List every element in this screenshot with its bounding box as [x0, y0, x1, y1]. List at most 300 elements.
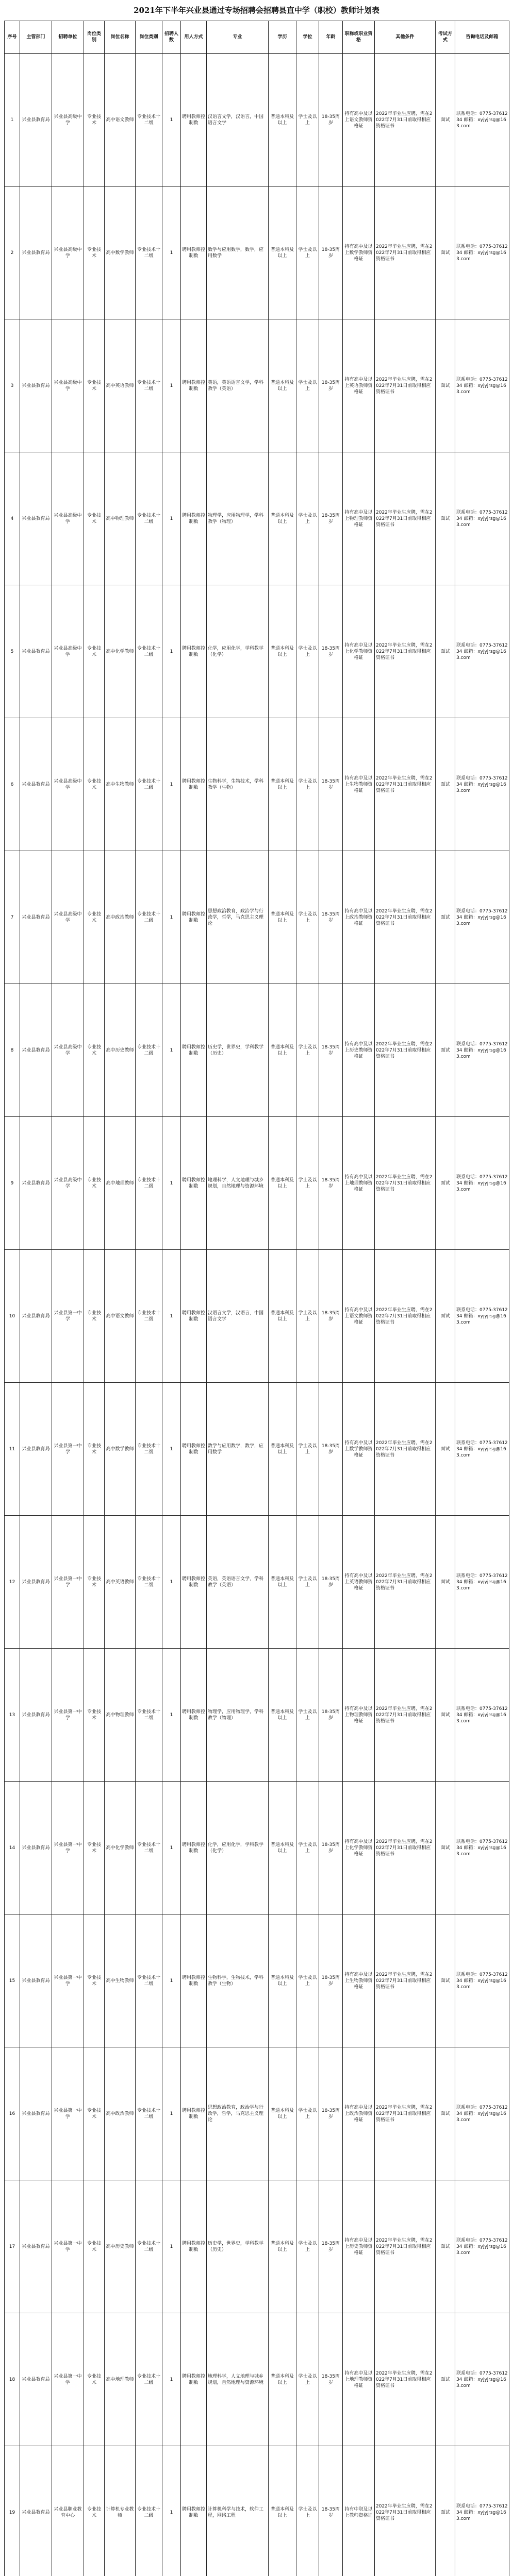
cell-exam: 面试: [436, 2180, 455, 2313]
cell-num: 1: [162, 1383, 181, 1516]
cell-num: 1: [162, 2180, 181, 2313]
cell-ptype: 专业技术十二级: [136, 2313, 162, 2446]
cell-no: 1: [5, 54, 20, 187]
cell-major: 汉语言文学，汉语言，中国语言文学: [207, 54, 269, 187]
cell-num: 1: [162, 187, 181, 319]
table-header-row: [5, 21, 509, 54]
cell-cat: 专业技术: [84, 319, 105, 452]
cell-num: 1: [162, 1250, 181, 1383]
cell-mode: 聘用教师控制数: [181, 1516, 207, 1649]
cell-edu: 普通本科及以上: [269, 319, 296, 452]
cell-deg: 学士及以上: [296, 1117, 319, 1250]
cell-deg: 学士及以上: [296, 2313, 319, 2446]
cell-unit: 兴业县第一中学: [52, 1250, 84, 1383]
cell-post: 高中政治教师: [105, 851, 136, 984]
recruitment-plan-table: [4, 21, 509, 2576]
cell-dept: 兴业县教育局: [20, 1649, 52, 1782]
cell-age: 18-35周岁: [319, 1516, 343, 1649]
cell-dept: 兴业县教育局: [20, 54, 52, 187]
cell-age: 18-35周岁: [319, 1117, 343, 1250]
cell-contact: 联系电话：0775-3761234 邮箱：xyjyjrsg@163.com: [455, 984, 509, 1117]
table-row: [5, 1250, 509, 1383]
cell-mode: 聘用教师控制数: [181, 2180, 207, 2313]
cell-major: 历史学，世界史，学科教学（历史）: [207, 2180, 269, 2313]
cell-unit: 兴业县高级中学: [52, 984, 84, 1117]
cell-age: 18-35周岁: [319, 2047, 343, 2180]
cell-other: 2022年毕业生应聘，需在2022年7月31日前取得相应资格证书: [375, 1383, 436, 1516]
cell-major: 历史学，世界史，学科教学（历史）: [207, 984, 269, 1117]
cell-cat: 专业技术: [84, 1782, 105, 1914]
cell-major: 英语，英语语言文学，学科教学（英语）: [207, 1516, 269, 1649]
cell-edu: 普通本科及以上: [269, 1250, 296, 1383]
cell-unit: 兴业县高级中学: [52, 319, 84, 452]
cell-exam: 面试: [436, 1782, 455, 1914]
cell-no: 11: [5, 1383, 20, 1516]
cell-dept: 兴业县教育局: [20, 1782, 52, 1914]
cell-cert: 持有高中及以上英语教师资格证: [343, 319, 375, 452]
cell-deg: 学士及以上: [296, 2180, 319, 2313]
cell-major: 物理学，应用物理学，学科教学（物理）: [207, 452, 269, 585]
cell-contact: 联系电话：0775-3761234 邮箱：xyjyjrsg@163.com: [455, 1649, 509, 1782]
table-row: [5, 187, 509, 319]
cell-age: 18-35周岁: [319, 452, 343, 585]
cell-no: 12: [5, 1516, 20, 1649]
cell-no: 18: [5, 2313, 20, 2446]
cell-exam: 面试: [436, 2446, 455, 2576]
cell-mode: 聘用教师控制数: [181, 851, 207, 984]
cell-post: 高中历史教师: [105, 984, 136, 1117]
cell-cert: 持有高中及以上化学教师资格证: [343, 1782, 375, 1914]
cell-cat: 专业技术: [84, 54, 105, 187]
cell-deg: 学士及以上: [296, 1383, 319, 1516]
table-row: [5, 1914, 509, 2047]
cell-edu: 普通本科及以上: [269, 1782, 296, 1914]
cell-num: 1: [162, 1782, 181, 1914]
cell-exam: 面试: [436, 319, 455, 452]
cell-cat: 专业技术: [84, 718, 105, 851]
cell-edu: 普通本科及以上: [269, 1649, 296, 1782]
cell-cert: 持有高中及以上数学教师资格证: [343, 187, 375, 319]
cell-edu: 普通本科及以上: [269, 851, 296, 984]
cell-major: 数学与应用数学，数学，应用数学: [207, 187, 269, 319]
cell-age: 18-35周岁: [319, 187, 343, 319]
cell-ptype: 专业技术十二级: [136, 1250, 162, 1383]
cell-mode: 聘用教师控制数: [181, 2313, 207, 2446]
cell-no: 9: [5, 1117, 20, 1250]
cell-post: 高中语文教师: [105, 1250, 136, 1383]
cell-unit: 兴业县职业教育中心: [52, 2446, 84, 2576]
cell-post: 高中物理教师: [105, 452, 136, 585]
cell-contact: 联系电话：0775-3761234 邮箱：xyjyjrsg@163.com: [455, 2446, 509, 2576]
cell-cat: 专业技术: [84, 2446, 105, 2576]
cell-ptype: 专业技术十二级: [136, 1649, 162, 1782]
cell-edu: 普通本科及以上: [269, 187, 296, 319]
cell-no: 17: [5, 2180, 20, 2313]
cell-major: 生物科学，生物技术，学科教学（生物）: [207, 1914, 269, 2047]
cell-cert: 持有高中及以上语文教师资格证: [343, 1250, 375, 1383]
cell-cat: 专业技术: [84, 1117, 105, 1250]
cell-dept: 兴业县教育局: [20, 452, 52, 585]
cell-dept: 兴业县教育局: [20, 2180, 52, 2313]
cell-cat: 专业技术: [84, 452, 105, 585]
cell-num: 1: [162, 1649, 181, 1782]
header-cell: 招聘单位: [52, 21, 84, 54]
cell-no: 6: [5, 718, 20, 851]
cell-mode: 聘用教师控制数: [181, 187, 207, 319]
cell-ptype: 专业技术十二级: [136, 1782, 162, 1914]
cell-mode: 聘用教师控制数: [181, 2446, 207, 2576]
cell-cat: 专业技术: [84, 1383, 105, 1516]
cell-major: 地理科学，人文地理与城乡规划，自然地理与资源环境: [207, 1117, 269, 1250]
cell-dept: 兴业县教育局: [20, 1516, 52, 1649]
cell-exam: 面试: [436, 1383, 455, 1516]
header-cell: 学历: [269, 21, 296, 54]
cell-contact: 联系电话：0775-3761234 邮箱：xyjyjrsg@163.com: [455, 851, 509, 984]
table-row: [5, 585, 509, 718]
cell-deg: 学士及以上: [296, 1250, 319, 1383]
cell-dept: 兴业县教育局: [20, 187, 52, 319]
cell-cert: 持有高中及以上化学教师资格证: [343, 585, 375, 718]
cell-no: 16: [5, 2047, 20, 2180]
table-row: [5, 319, 509, 452]
cell-cat: 专业技术: [84, 2313, 105, 2446]
header-cell: 职称或职业资格: [343, 21, 375, 54]
cell-cert: 持有高中及以上生物教师资格证: [343, 1914, 375, 2047]
cell-ptype: 专业技术十二级: [136, 851, 162, 984]
cell-deg: 学士及以上: [296, 2446, 319, 2576]
cell-deg: 学士及以上: [296, 1782, 319, 1914]
cell-major: 生物科学，生物技术，学科教学（生物）: [207, 718, 269, 851]
cell-edu: 普通本科及以上: [269, 452, 296, 585]
cell-edu: 普通本科及以上: [269, 718, 296, 851]
cell-unit: 兴业县第一中学: [52, 1782, 84, 1914]
cell-deg: 学士及以上: [296, 718, 319, 851]
cell-dept: 兴业县教育局: [20, 1117, 52, 1250]
table-row: [5, 2180, 509, 2313]
cell-edu: 普通本科及以上: [269, 1117, 296, 1250]
cell-other: 2022年毕业生应聘，需在2022年7月31日前取得相应资格证书: [375, 2313, 436, 2446]
cell-contact: 联系电话：0775-3761234 邮箱：xyjyjrsg@163.com: [455, 1914, 509, 2047]
cell-dept: 兴业县教育局: [20, 1250, 52, 1383]
cell-mode: 聘用教师控制数: [181, 319, 207, 452]
cell-mode: 聘用教师控制数: [181, 1383, 207, 1516]
cell-post: 高中地理教师: [105, 2313, 136, 2446]
cell-ptype: 专业技术十二级: [136, 1914, 162, 2047]
cell-ptype: 专业技术十二级: [136, 54, 162, 187]
cell-post: 高中物理教师: [105, 1649, 136, 1782]
cell-major: 英语，英语语言文学，学科教学（英语）: [207, 319, 269, 452]
cell-exam: 面试: [436, 452, 455, 585]
cell-num: 1: [162, 319, 181, 452]
cell-age: 18-35周岁: [319, 718, 343, 851]
cell-cert: 持有高中及以上地理教师资格证: [343, 1117, 375, 1250]
table-row: [5, 1117, 509, 1250]
cell-cert: 持有高中及以上语文教师资格证: [343, 54, 375, 187]
cell-dept: 兴业县教育局: [20, 851, 52, 984]
table-row: [5, 452, 509, 585]
cell-deg: 学士及以上: [296, 585, 319, 718]
cell-num: 1: [162, 585, 181, 718]
cell-cat: 专业技术: [84, 187, 105, 319]
cell-cert: 持有高中及以上地理教师资格证: [343, 2313, 375, 2446]
cell-other: 2022年毕业生应聘，需在2022年7月31日前取得相应资格证书: [375, 187, 436, 319]
cell-unit: 兴业县高级中学: [52, 54, 84, 187]
cell-ptype: 专业技术十二级: [136, 585, 162, 718]
cell-deg: 学士及以上: [296, 851, 319, 984]
cell-edu: 普通本科及以上: [269, 54, 296, 187]
cell-post: 高中英语教师: [105, 319, 136, 452]
cell-no: 4: [5, 452, 20, 585]
cell-cert: 持有高中及以上物理教师资格证: [343, 1649, 375, 1782]
cell-post: 高中数学教师: [105, 187, 136, 319]
cell-no: 10: [5, 1250, 20, 1383]
cell-unit: 兴业县第一中学: [52, 2180, 84, 2313]
cell-post: 高中英语教师: [105, 1516, 136, 1649]
cell-deg: 学士及以上: [296, 1649, 319, 1782]
document-title: 2021年下半年兴业县通过专场招聘会招聘县直中学（职校）教师计划表: [134, 6, 379, 15]
cell-contact: 联系电话：0775-3761234 邮箱：xyjyjrsg@163.com: [455, 2180, 509, 2313]
cell-num: 1: [162, 2047, 181, 2180]
cell-no: 13: [5, 1649, 20, 1782]
cell-contact: 联系电话：0775-3761234 邮箱：xyjyjrsg@163.com: [455, 2047, 509, 2180]
cell-cert: 持有高中及以上历史教师资格证: [343, 984, 375, 1117]
cell-cert: 持有高中及以上数学教师资格证: [343, 1383, 375, 1516]
header-cell: 序号: [5, 21, 20, 54]
cell-num: 1: [162, 1117, 181, 1250]
cell-post: 高中化学教师: [105, 585, 136, 718]
cell-cat: 专业技术: [84, 1649, 105, 1782]
cell-dept: 兴业县教育局: [20, 2313, 52, 2446]
cell-major: 数学与应用数学，数学，应用数学: [207, 1383, 269, 1516]
cell-ptype: 专业技术十二级: [136, 718, 162, 851]
cell-other: 2022年毕业生应聘，需在2022年7月31日前取得相应资格证书: [375, 1117, 436, 1250]
cell-num: 1: [162, 718, 181, 851]
header-cell: 岗位类别: [84, 21, 105, 54]
cell-mode: 聘用教师控制数: [181, 1914, 207, 2047]
header-cell: 咨询电话及邮箱: [455, 21, 509, 54]
cell-exam: 面试: [436, 1649, 455, 1782]
cell-deg: 学士及以上: [296, 984, 319, 1117]
table-row: [5, 2313, 509, 2446]
cell-ptype: 专业技术十二级: [136, 2047, 162, 2180]
cell-exam: 面试: [436, 984, 455, 1117]
cell-contact: 联系电话：0775-3761234 邮箱：xyjyjrsg@163.com: [455, 187, 509, 319]
cell-no: 19: [5, 2446, 20, 2576]
cell-post: 高中地理教师: [105, 1117, 136, 1250]
cell-post: 高中数学教师: [105, 1383, 136, 1516]
cell-ptype: 专业技术十二级: [136, 187, 162, 319]
cell-cert: 持有高中及以上物理教师资格证: [343, 452, 375, 585]
cell-ptype: 专业技术十二级: [136, 984, 162, 1117]
cell-exam: 面试: [436, 2313, 455, 2446]
cell-other: 2022年毕业生应聘，需在2022年7月31日前取得相应资格证书: [375, 718, 436, 851]
cell-num: 1: [162, 851, 181, 984]
cell-edu: 普通本科及以上: [269, 585, 296, 718]
cell-post: 高中政治教师: [105, 2047, 136, 2180]
header-cell: 招聘人数: [162, 21, 181, 54]
cell-exam: 面试: [436, 187, 455, 319]
table-body: [5, 54, 509, 2576]
cell-other: 2022年毕业生应聘，需在2022年7月31日前取得相应资格证书: [375, 2180, 436, 2313]
cell-num: 1: [162, 54, 181, 187]
cell-other: 2022年毕业生应聘，需在2022年7月31日前取得相应资格证书: [375, 984, 436, 1117]
cell-other: 2022年毕业生应聘，需在2022年7月31日前取得相应资格证书: [375, 1914, 436, 2047]
cell-other: 2022年毕业生应聘，需在2022年7月31日前取得相应资格证书: [375, 54, 436, 187]
header-cell: 岗位名称: [105, 21, 136, 54]
cell-mode: 聘用教师控制数: [181, 984, 207, 1117]
cell-age: 18-35周岁: [319, 1250, 343, 1383]
cell-contact: 联系电话：0775-3761234 邮箱：xyjyjrsg@163.com: [455, 718, 509, 851]
cell-exam: 面试: [436, 1250, 455, 1383]
cell-contact: 联系电话：0775-3761234 邮箱：xyjyjrsg@163.com: [455, 2313, 509, 2446]
cell-exam: 面试: [436, 718, 455, 851]
header-cell: 岗位类别: [136, 21, 162, 54]
cell-cat: 专业技术: [84, 1516, 105, 1649]
cell-other: 2022年毕业生应聘，需在2022年7月31日前取得相应资格证书: [375, 1250, 436, 1383]
cell-dept: 兴业县教育局: [20, 2446, 52, 2576]
cell-unit: 兴业县高级中学: [52, 187, 84, 319]
cell-cat: 专业技术: [84, 2180, 105, 2313]
cell-cat: 专业技术: [84, 585, 105, 718]
cell-unit: 兴业县第一中学: [52, 1516, 84, 1649]
cell-mode: 聘用教师控制数: [181, 585, 207, 718]
cell-edu: 普通本科及以上: [269, 2180, 296, 2313]
header-cell: 专业: [207, 21, 269, 54]
cell-other: 2022年毕业生应聘，需在2022年7月31日前取得相应资格证书: [375, 319, 436, 452]
cell-major: 思想政治教育，政治学与行政学，哲学，马克思主义理论: [207, 851, 269, 984]
cell-contact: 联系电话：0775-3761234 邮箱：xyjyjrsg@163.com: [455, 585, 509, 718]
cell-deg: 学士及以上: [296, 187, 319, 319]
cell-deg: 学士及以上: [296, 319, 319, 452]
cell-age: 18-35周岁: [319, 54, 343, 187]
cell-mode: 聘用教师控制数: [181, 718, 207, 851]
cell-num: 1: [162, 1914, 181, 2047]
cell-unit: 兴业县第一中学: [52, 1383, 84, 1516]
cell-num: 1: [162, 1516, 181, 1649]
cell-edu: 普通本科及以上: [269, 2446, 296, 2576]
cell-contact: 联系电话：0775-3761234 邮箱：xyjyjrsg@163.com: [455, 1516, 509, 1649]
cell-unit: 兴业县第一中学: [52, 2313, 84, 2446]
table-row: [5, 1649, 509, 1782]
cell-exam: 面试: [436, 585, 455, 718]
cell-age: 18-35周岁: [319, 1782, 343, 1914]
cell-age: 18-35周岁: [319, 984, 343, 1117]
cell-cat: 专业技术: [84, 1914, 105, 2047]
cell-cat: 专业技术: [84, 2047, 105, 2180]
cell-other: 2022年毕业生应聘，需在2022年7月31日前取得相应资格证书: [375, 2446, 436, 2576]
cell-cert: 持有中职及以上教师资格证: [343, 2446, 375, 2576]
cell-age: 18-35周岁: [319, 319, 343, 452]
cell-post: 高中化学教师: [105, 1782, 136, 1914]
cell-no: 3: [5, 319, 20, 452]
cell-edu: 普通本科及以上: [269, 1516, 296, 1649]
cell-deg: 学士及以上: [296, 452, 319, 585]
cell-other: 2022年毕业生应聘，需在2022年7月31日前取得相应资格证书: [375, 452, 436, 585]
cell-age: 18-35周岁: [319, 851, 343, 984]
cell-unit: 兴业县高级中学: [52, 1117, 84, 1250]
cell-num: 1: [162, 984, 181, 1117]
cell-post: 计算机专业教师: [105, 2446, 136, 2576]
cell-exam: 面试: [436, 2047, 455, 2180]
cell-dept: 兴业县教育局: [20, 1914, 52, 2047]
cell-age: 18-35周岁: [319, 1383, 343, 1516]
cell-other: 2022年毕业生应聘，需在2022年7月31日前取得相应资格证书: [375, 1782, 436, 1914]
cell-contact: 联系电话：0775-3761234 邮箱：xyjyjrsg@163.com: [455, 1250, 509, 1383]
cell-age: 18-35周岁: [319, 2446, 343, 2576]
cell-edu: 普通本科及以上: [269, 2047, 296, 2180]
cell-ptype: 专业技术十二级: [136, 1383, 162, 1516]
cell-mode: 聘用教师控制数: [181, 2047, 207, 2180]
cell-mode: 聘用教师控制数: [181, 1250, 207, 1383]
cell-major: 思想政治教育，政治学与行政学，哲学，马克思主义理论: [207, 2047, 269, 2180]
cell-unit: 兴业县第一中学: [52, 2047, 84, 2180]
cell-no: 2: [5, 187, 20, 319]
header-cell: 其他条件: [375, 21, 436, 54]
cell-dept: 兴业县教育局: [20, 1383, 52, 1516]
cell-exam: 面试: [436, 1516, 455, 1649]
cell-no: 14: [5, 1782, 20, 1914]
table-row: [5, 718, 509, 851]
cell-exam: 面试: [436, 851, 455, 984]
cell-major: 化学，应用化学，学科教学（化学）: [207, 1782, 269, 1914]
cell-contact: 联系电话：0775-3761234 邮箱：xyjyjrsg@163.com: [455, 452, 509, 585]
cell-age: 18-35周岁: [319, 1649, 343, 1782]
cell-cert: 持有高中及以上生物教师资格证: [343, 718, 375, 851]
table-row: [5, 1383, 509, 1516]
cell-mode: 聘用教师控制数: [181, 1782, 207, 1914]
table-row: [5, 851, 509, 984]
cell-deg: 学士及以上: [296, 54, 319, 187]
cell-other: 2022年毕业生应聘，需在2022年7月31日前取得相应资格证书: [375, 585, 436, 718]
cell-unit: 兴业县高级中学: [52, 585, 84, 718]
cell-dept: 兴业县教育局: [20, 984, 52, 1117]
cell-cat: 专业技术: [84, 984, 105, 1117]
cell-dept: 兴业县教育局: [20, 718, 52, 851]
cell-exam: 面试: [436, 1117, 455, 1250]
cell-ptype: 专业技术十二级: [136, 2180, 162, 2313]
cell-unit: 兴业县第一中学: [52, 1914, 84, 2047]
cell-mode: 聘用教师控制数: [181, 54, 207, 187]
cell-age: 18-35周岁: [319, 585, 343, 718]
cell-no: 8: [5, 984, 20, 1117]
cell-ptype: 专业技术十二级: [136, 319, 162, 452]
cell-other: 2022年毕业生应聘，需在2022年7月31日前取得相应资格证书: [375, 1516, 436, 1649]
cell-contact: 联系电话：0775-3761234 邮箱：xyjyjrsg@163.com: [455, 1782, 509, 1914]
cell-age: 18-35周岁: [319, 2180, 343, 2313]
cell-major: 地理科学，人文地理与城乡规划，自然地理与资源环境: [207, 2313, 269, 2446]
cell-cat: 专业技术: [84, 851, 105, 984]
cell-exam: 面试: [436, 54, 455, 187]
cell-dept: 兴业县教育局: [20, 2047, 52, 2180]
cell-post: 高中生物教师: [105, 1914, 136, 2047]
cell-dept: 兴业县教育局: [20, 319, 52, 452]
cell-no: 5: [5, 585, 20, 718]
cell-deg: 学士及以上: [296, 1914, 319, 2047]
cell-cert: 持有高中及以上政治教师资格证: [343, 2047, 375, 2180]
cell-mode: 聘用教师控制数: [181, 452, 207, 585]
cell-other: 2022年毕业生应聘，需在2022年7月31日前取得相应资格证书: [375, 2047, 436, 2180]
cell-no: 15: [5, 1914, 20, 2047]
cell-cat: 专业技术: [84, 1250, 105, 1383]
cell-age: 18-35周岁: [319, 2313, 343, 2446]
header-cell: 考试方式: [436, 21, 455, 54]
table-row: [5, 1782, 509, 1914]
table-row: [5, 984, 509, 1117]
cell-major: 汉语言文学，汉语言，中国语言文学: [207, 1250, 269, 1383]
cell-edu: 普通本科及以上: [269, 2313, 296, 2446]
cell-contact: 联系电话：0775-3761234 邮箱：xyjyjrsg@163.com: [455, 1117, 509, 1250]
cell-ptype: 专业技术十二级: [136, 1516, 162, 1649]
